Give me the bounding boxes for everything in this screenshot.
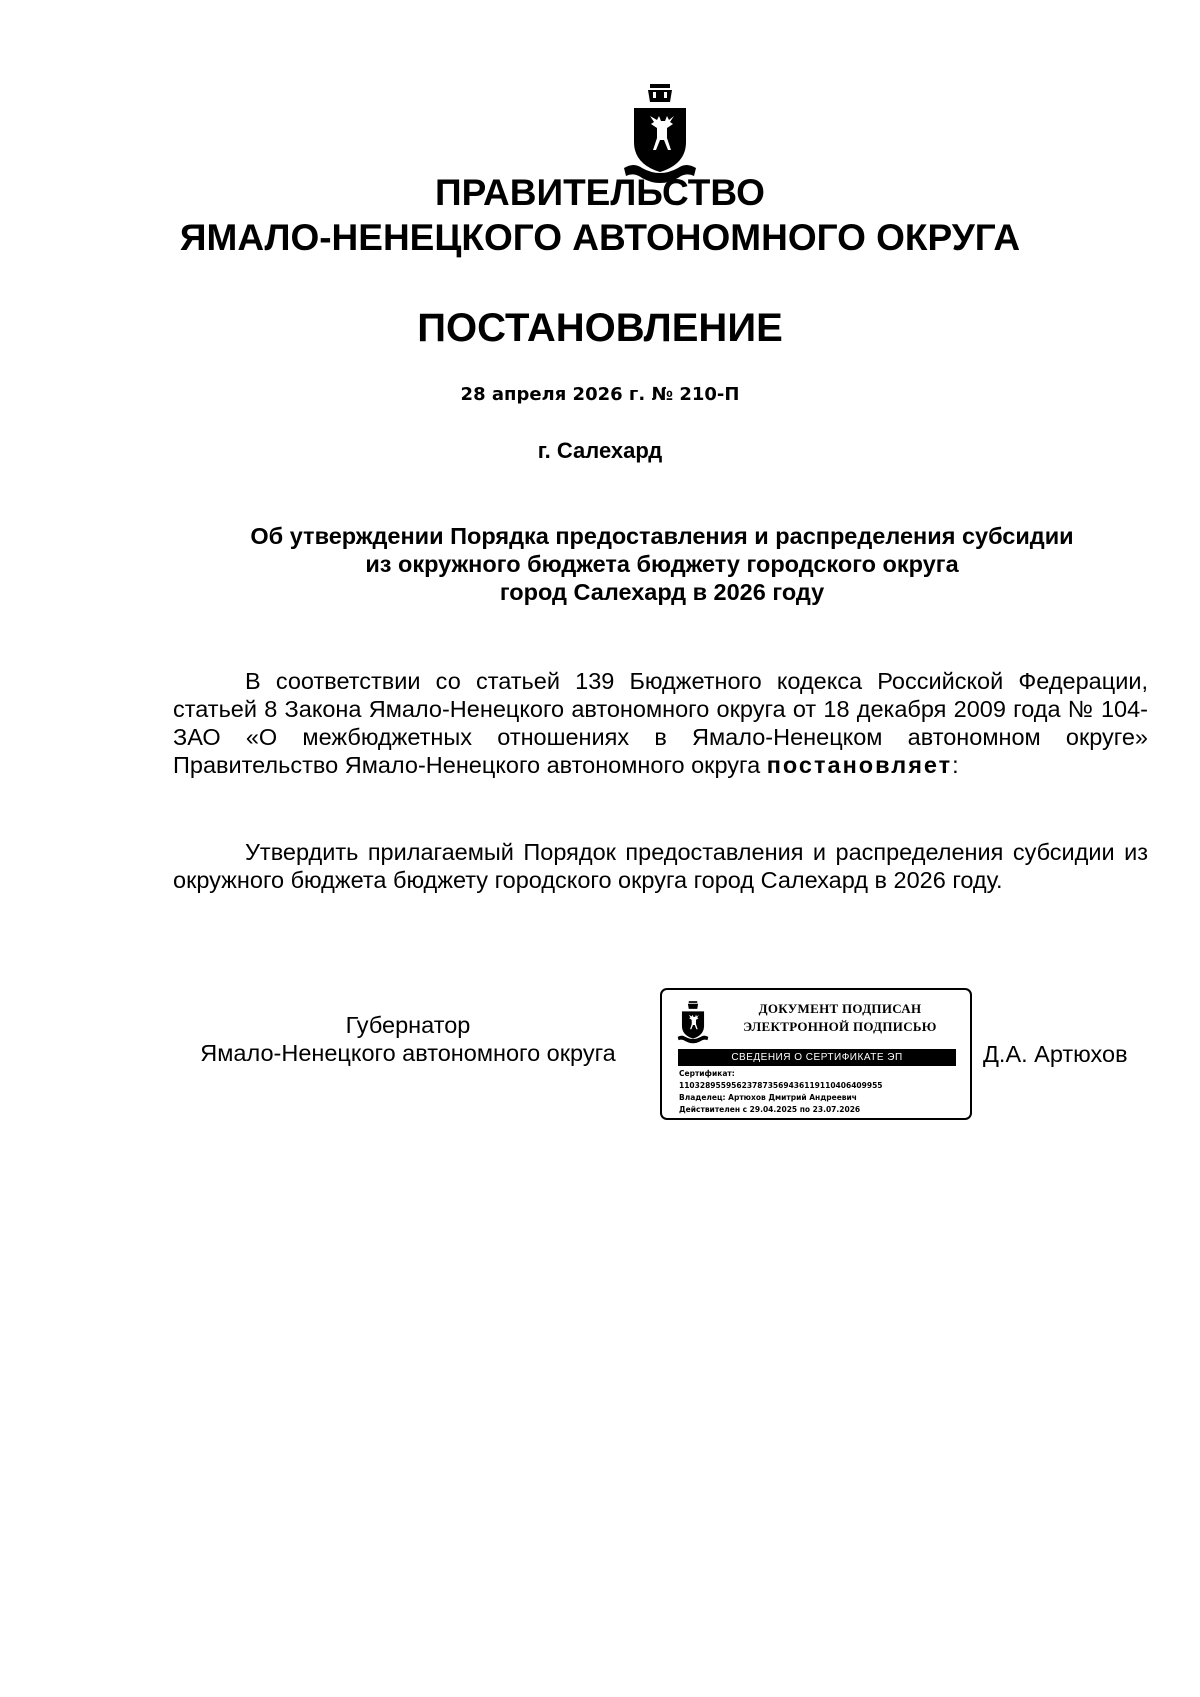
paragraph-1-text: В соответствии со статьей 139 Бюджетного кодекса Российской Федерации, статьей 8 Закона Ямало-Ненецкого автономного округа от 18 декабря 2009 года № 104-ЗАО «О межбюджетных отношениях в Ямало-Ненецком автономном округе» Правительство Ямало-Ненецкого автономного округа xyxy=(173,668,1148,778)
title-line-2: из окружного бюджета бюджету городского округа xyxy=(365,551,959,577)
document-type: ПОСТАНОВЛЕНИЕ xyxy=(417,306,783,350)
certificate-label: Сертификат: xyxy=(679,1069,735,1078)
stamp-heading-line-1: ДОКУМЕНТ ПОДПИСАН xyxy=(758,1001,922,1016)
certificate-validity: Действителен с 29.04.2025 по 23.07.2026 xyxy=(679,1105,861,1114)
date-and-number: 28 апреля 2026 г. № 210-П xyxy=(460,384,740,405)
signatory-title xyxy=(173,1011,643,1067)
organization-line-2: ЯМАЛО-НЕНЕЦКОГО АВТОНОМНОГО ОКРУГА xyxy=(179,217,1021,258)
certificate-number: 110328955956237873569436119110406409955 xyxy=(679,1081,883,1090)
stamp-heading-line-2: ЭЛЕКТРОННОЙ ПОДПИСЬЮ xyxy=(743,1019,937,1034)
signatory-title-line-1: Губернатор xyxy=(345,1012,471,1038)
body-paragraph-1 xyxy=(173,667,1148,779)
signatory-title-line-2: Ямало-Ненецкого автономного округа xyxy=(200,1040,616,1066)
stamp-heading xyxy=(716,1000,964,1036)
title-line-3: город Салехард в 2026 году xyxy=(499,579,825,605)
electronic-signature-stamp xyxy=(660,988,972,1120)
body-paragraph-2: Утвердить прилагаемый Порядок предоставления и распределения субсидии из окружного бюджета бюджету городского округа город Салехард в 2026 году. xyxy=(173,839,1148,893)
certificate-info-bar: СВЕДЕНИЯ О СЕРТИФИКАТЕ ЭП xyxy=(678,1049,956,1066)
certificate-owner: Владелец: Артюхов Дмитрий Андреевич xyxy=(679,1093,857,1102)
coat-of-arms-icon xyxy=(676,1000,710,1044)
resolution-keyword: постановляет xyxy=(766,752,953,778)
title-line-1: Об утверждении Порядка предоставления и распределения субсидии xyxy=(250,523,1074,549)
certificate-details xyxy=(679,1068,964,1116)
paragraph-1-end: : xyxy=(952,752,959,778)
document-title xyxy=(176,522,1148,606)
organization-line-1: ПРАВИТЕЛЬСТВО xyxy=(435,172,765,213)
city: г. Салехард xyxy=(537,438,663,463)
signatory-name: Д.А. Артюхов xyxy=(983,1041,1128,1067)
organization-name xyxy=(0,170,1200,260)
coat-of-arms-icon xyxy=(620,82,700,184)
